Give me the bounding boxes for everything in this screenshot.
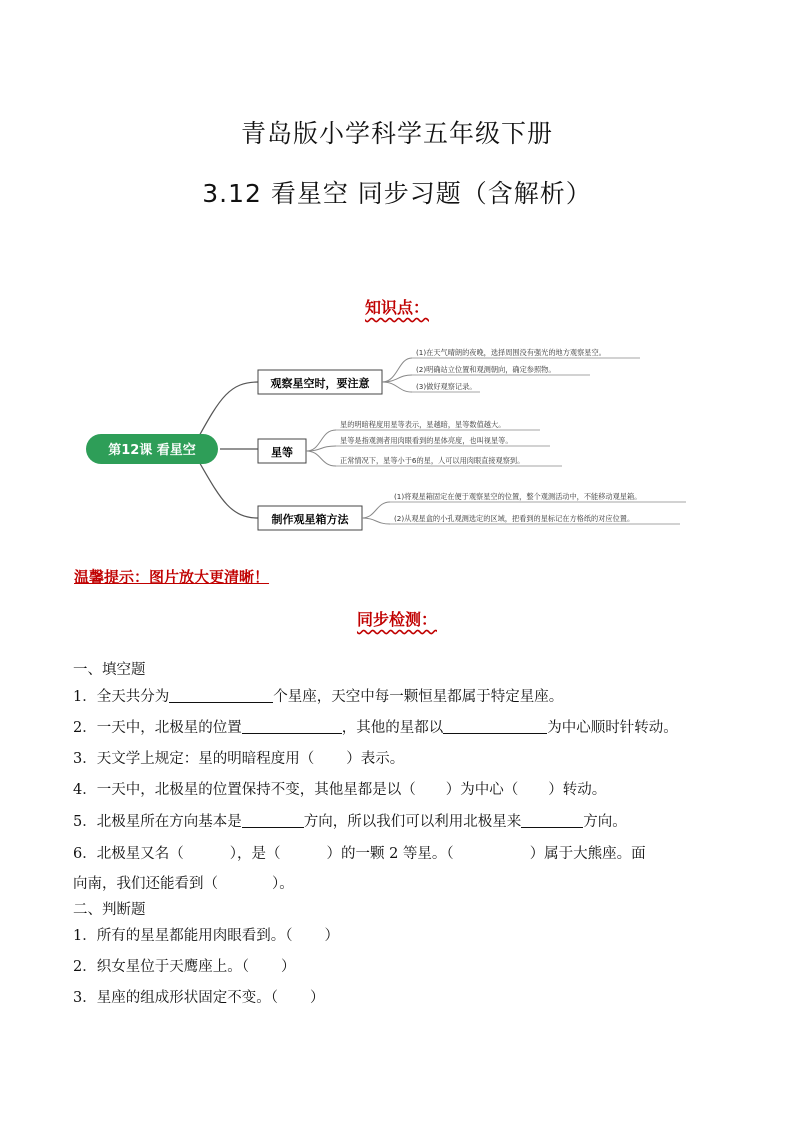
question-fill-2 [73, 716, 678, 737]
question-text: ）转动。 [548, 782, 607, 798]
mindmap-branch-label: 制作观星箱方法 [271, 513, 349, 526]
sync-heading-text: 同步检测： [356, 610, 437, 629]
doc-subtitle: 3.12 看星空 同步习题（含解析） [202, 179, 592, 208]
mindmap-leaf: 星等是指观测者用肉眼看到的星体亮度，也叫视星等。 [340, 436, 513, 445]
knowledge-heading [0, 295, 794, 318]
mindmap [80, 338, 700, 538]
mindmap-leaf: (2)明确站立位置和观测朝向，确定参照物。 [416, 365, 556, 374]
question-judge-3 [73, 986, 324, 1007]
question-text: 3．天文学上规定：星的明暗程度用（ [73, 751, 315, 767]
question-fill-3 [73, 747, 404, 768]
question-fill-6 [73, 842, 646, 863]
question-text: ） [324, 928, 339, 944]
question-text: 为中心顺时针转动。 [547, 720, 678, 736]
question-text: 4．一天中，北极星的位置保持不变，其他星都是以（ [73, 782, 416, 798]
question-text: ）表示。 [346, 751, 405, 767]
question-text: ）。 [272, 876, 294, 892]
question-text: ，其他的星都以 [341, 720, 444, 736]
sync-heading [0, 607, 794, 630]
question-fill-5 [73, 810, 627, 831]
answer-blank[interactable] [443, 719, 547, 734]
question-text: 1．全天共分为 [73, 689, 170, 705]
section-heading: 一、填空题 [73, 662, 146, 678]
question-text: 向南，我们还能看到（ [73, 876, 218, 892]
mindmap-leaf: 星的明暗程度用星等表示，星越暗，星等数值越大。 [340, 420, 506, 429]
question-text: 5．北极星所在方向基本是 [73, 814, 242, 830]
section-heading: 二、判断题 [73, 902, 146, 918]
question-text: 3．星座的组成形状固定不变。（ [73, 990, 278, 1006]
question-text: 方向。 [583, 814, 627, 830]
question-text: 个星座，天空中每一颗恒星都属于特定星座。 [273, 689, 564, 705]
question-fill-4 [73, 778, 606, 799]
mindmap-connector [198, 460, 258, 518]
mindmap-leaf: (2)从观星盒的小孔观测选定的区域，把看到的星标记在方格纸的对应位置。 [394, 514, 635, 523]
mindmap-leaf: 正常情况下，星等小于6的星，人可以用肉眼直接观察到。 [340, 456, 525, 465]
knowledge-heading-text: 知识点： [364, 298, 429, 317]
mindmap-connector [306, 430, 336, 451]
answer-blank[interactable] [521, 813, 583, 828]
question-text: 2．一天中，北极星的位置 [73, 720, 242, 736]
question-judge-2 [73, 955, 295, 976]
question-fill-6-cont [73, 872, 294, 893]
mindmap-connector [362, 518, 390, 524]
mindmap-leaf: (1)将观星箱固定在便于观察星空的位置，整个观测活动中，不能移动观星箱。 [394, 492, 642, 501]
mindmap-branch-label: 观察星空时，要注意 [270, 377, 370, 390]
mindmap-leaf: (3)做好观察记录。 [416, 382, 477, 391]
question-text: ）属于大熊座。面 [529, 846, 646, 862]
mindmap-connector [306, 451, 336, 466]
question-text: 6．北极星又名（ [73, 846, 184, 862]
tip-notice [74, 566, 269, 587]
question-text: ）的一颗 2 等星。（ [326, 846, 454, 862]
question-text: 2．织女星位于天鹰座上。（ [73, 959, 249, 975]
question-text: 1．所有的星星都能用肉眼看到。（ [73, 928, 293, 944]
question-text: ） [309, 990, 325, 1006]
answer-blank[interactable] [242, 813, 304, 828]
question-judge-1 [73, 924, 339, 945]
mindmap-connector [362, 502, 390, 518]
question-text: ） [280, 959, 296, 975]
answer-blank[interactable] [242, 719, 342, 734]
question-text: 方向，所以我们可以利用北极星来 [303, 814, 522, 830]
answer-blank[interactable] [169, 688, 273, 703]
mindmap-leaf: (1)在天气晴朗的夜晚，选择周围没有强光的地方观察星空。 [416, 348, 606, 357]
mindmap-connector [382, 382, 412, 392]
question-fill-1 [73, 685, 563, 706]
mindmap-root-label: 第12课 看星空 [108, 443, 196, 458]
question-text: ），是（ [229, 846, 281, 862]
doc-title: 青岛版小学科学五年级下册 [240, 119, 553, 148]
mindmap-connector [198, 382, 258, 438]
tip-text: 温馨提示：图片放大更清晰！ [74, 568, 270, 586]
mindmap-branch-label: 星等 [271, 446, 293, 459]
question-text: ）为中心（ [445, 782, 519, 798]
